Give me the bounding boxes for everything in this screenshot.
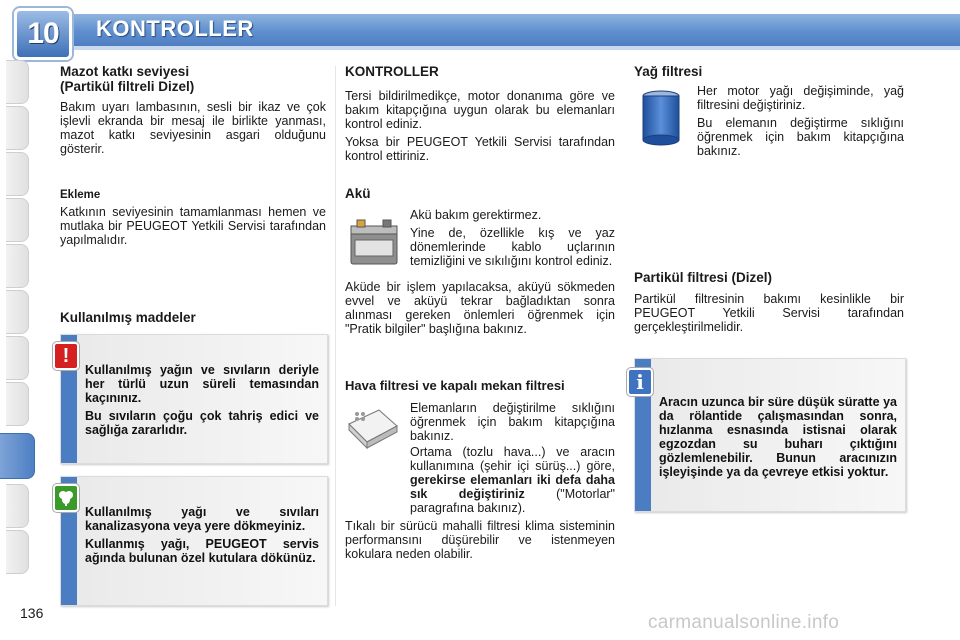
- chapter-tab[interactable]: [6, 244, 29, 288]
- battery-text-3: Aküde bir işlem yapılacaksa, aküyü sökmeden evvel ve aküyü tekrar bağladıktan sonra alınması gereken önlemleri öğrenmek için "Pratik bilgiler" başlığına bakınız.: [345, 280, 615, 336]
- air-filter-text-2b: ("Motorlar" paragrafına bakınız).: [410, 487, 615, 515]
- info-box: [634, 358, 906, 512]
- chapter-title: KONTROLLER: [96, 16, 254, 41]
- air-filter-text-2-bold: gerekirse elemanları iki defa daha sık değiştiriniz: [410, 473, 615, 501]
- battery-text-1: Akü bakım gerektirmez.: [410, 208, 542, 222]
- additive-title-line1: Mazot katkı seviyesi: [60, 64, 190, 79]
- environment-text-2: Kullanmış yağı, PEUGEOT servis ağında bulunan özel kutulara dökünüz.: [85, 537, 319, 565]
- warning-box: [60, 334, 328, 464]
- battery-heading: Akü: [345, 186, 371, 201]
- additive-title-line2: (Partikül filtreli Dizel): [60, 79, 195, 94]
- environment-icon: [53, 484, 79, 512]
- info-icon: i: [627, 368, 653, 396]
- warning-text-2: Bu sıvıların çoğu çok tahriş edici ve sağlığa zararlıdır.: [85, 409, 319, 437]
- controls-intro-2: Yoksa bir PEUGEOT Yetkili Servisi tarafından kontrol ettiriniz.: [345, 135, 615, 163]
- controls-intro: Tersi bildirilmedikçe, motor donanıma göre ve bakım kitapçığına uygun olarak bu elemanları kontrol ediniz.: [345, 89, 615, 131]
- battery-text: [410, 208, 615, 272]
- environment-text-1: Kullanılmış yağı ve sıvıları kanalizasyona veya yere dökmeyiniz.: [85, 505, 319, 533]
- info-text: Aracın uzunca bir süre düşük süratte ya da rölantide çalışmasından sonra, hızlanma esnasında istisnai olarak egzozdan su buharı çıktığını gözlemlenebilir. Bunun aracınızın işleyişinde ya da çevreye etkisi yoktur.: [659, 395, 897, 479]
- environment-box: [60, 476, 328, 606]
- oil-filter-text-2: Bu elemanın değiştirme sıklığını öğrenmek için bakım kitapçığına bakınız.: [697, 116, 904, 158]
- oil-filter-heading: Yağ filtresi: [634, 64, 703, 79]
- oil-filter-text-1: Her motor yağı değişiminde, yağ filtresini değiştiriniz.: [697, 84, 904, 112]
- chapter-tabs: [0, 60, 34, 580]
- chapter-tab[interactable]: [6, 484, 29, 528]
- chapter-tab[interactable]: [6, 60, 29, 104]
- chapter-tab[interactable]: [6, 106, 29, 150]
- controls-title: KONTROLLER: [345, 64, 439, 79]
- warning-icon: !: [53, 342, 79, 370]
- info-box-text: [659, 395, 897, 483]
- air-filter-text-2a: Ortama (tozlu hava...) ve aracın kullanımına (şehir içi sürüş...) göre,: [410, 445, 615, 473]
- chapter-tab[interactable]: [6, 336, 29, 380]
- air-filter-text-more: [345, 445, 615, 565]
- environment-box-text: [85, 505, 319, 569]
- warning-box-text: [85, 363, 319, 441]
- chapter-tab[interactable]: [6, 382, 29, 426]
- chapter-tab-active[interactable]: [0, 433, 35, 479]
- battery-text-2: Yine de, özellikle kış ve yaz dönemlerinde kablo uçlarının temizliğini ve sıkılığını kontrol ediniz.: [410, 226, 615, 268]
- column-middle: [345, 64, 615, 167]
- warning-text-1: Kullanılmış yağın ve sıvıların deriyle her türlü uzun süreli temasından kaçınınız.: [85, 363, 319, 405]
- page-header: [0, 0, 960, 56]
- battery-note: [345, 280, 615, 340]
- chapter-tab[interactable]: [6, 290, 29, 334]
- air-filter-text: [410, 401, 615, 447]
- addition-body: Katkının seviyesinin tamamlanması hemen ve mutlaka bir PEUGEOT Yetkili Servisi tarafından yapılmalıdır.: [60, 205, 326, 247]
- used-materials-heading: Kullanılmış maddeler: [60, 310, 196, 325]
- oil-filter-icon: [640, 88, 682, 148]
- chapter-tab[interactable]: [6, 530, 29, 574]
- column-left: [60, 64, 326, 251]
- watermark: carmanualsonline.info: [648, 612, 840, 633]
- additive-body: Bakım uyarı lambasının, sesli bir ikaz ve çok işlevli ekranda bir mesaj ile birlikte yanması, mazot katkı seviyesinin asgari olduğunu gösterir.: [60, 100, 326, 156]
- air-filter-text-1: Elemanların değiştirilme sıklığını öğrenmek için bakım kitapçığına bakınız.: [410, 401, 615, 443]
- battery-icon: [345, 216, 403, 268]
- chapter-tab[interactable]: [6, 198, 29, 242]
- particle-filter-body: Partikül filtresinin bakımı kesinlikle bir PEUGEOT Yetkili Servisi tarafından gerçekleştirilmelidir.: [634, 292, 904, 334]
- column-divider: [335, 66, 336, 606]
- particle-filter-heading: Partikül filtresi (Dizel): [634, 270, 773, 285]
- oil-filter-text: [697, 84, 904, 162]
- chapter-number-badge: 10: [14, 8, 72, 60]
- addition-heading: Ekleme: [60, 189, 101, 201]
- page-number: 136: [20, 605, 44, 621]
- air-filter-text-3: Tıkalı bir sürücü mahalli filtresi klima sisteminin performansını düşürebilir ve istenmeyen kokulara neden olabilir.: [345, 519, 615, 561]
- additive-title: [60, 64, 326, 94]
- air-filter-heading: Hava filtresi ve kapalı mekan filtresi: [345, 378, 565, 393]
- chapter-tab[interactable]: [6, 152, 29, 196]
- particle-filter-text: [634, 292, 904, 338]
- air-filter-text-2: [410, 445, 615, 515]
- header-underline: [40, 46, 960, 50]
